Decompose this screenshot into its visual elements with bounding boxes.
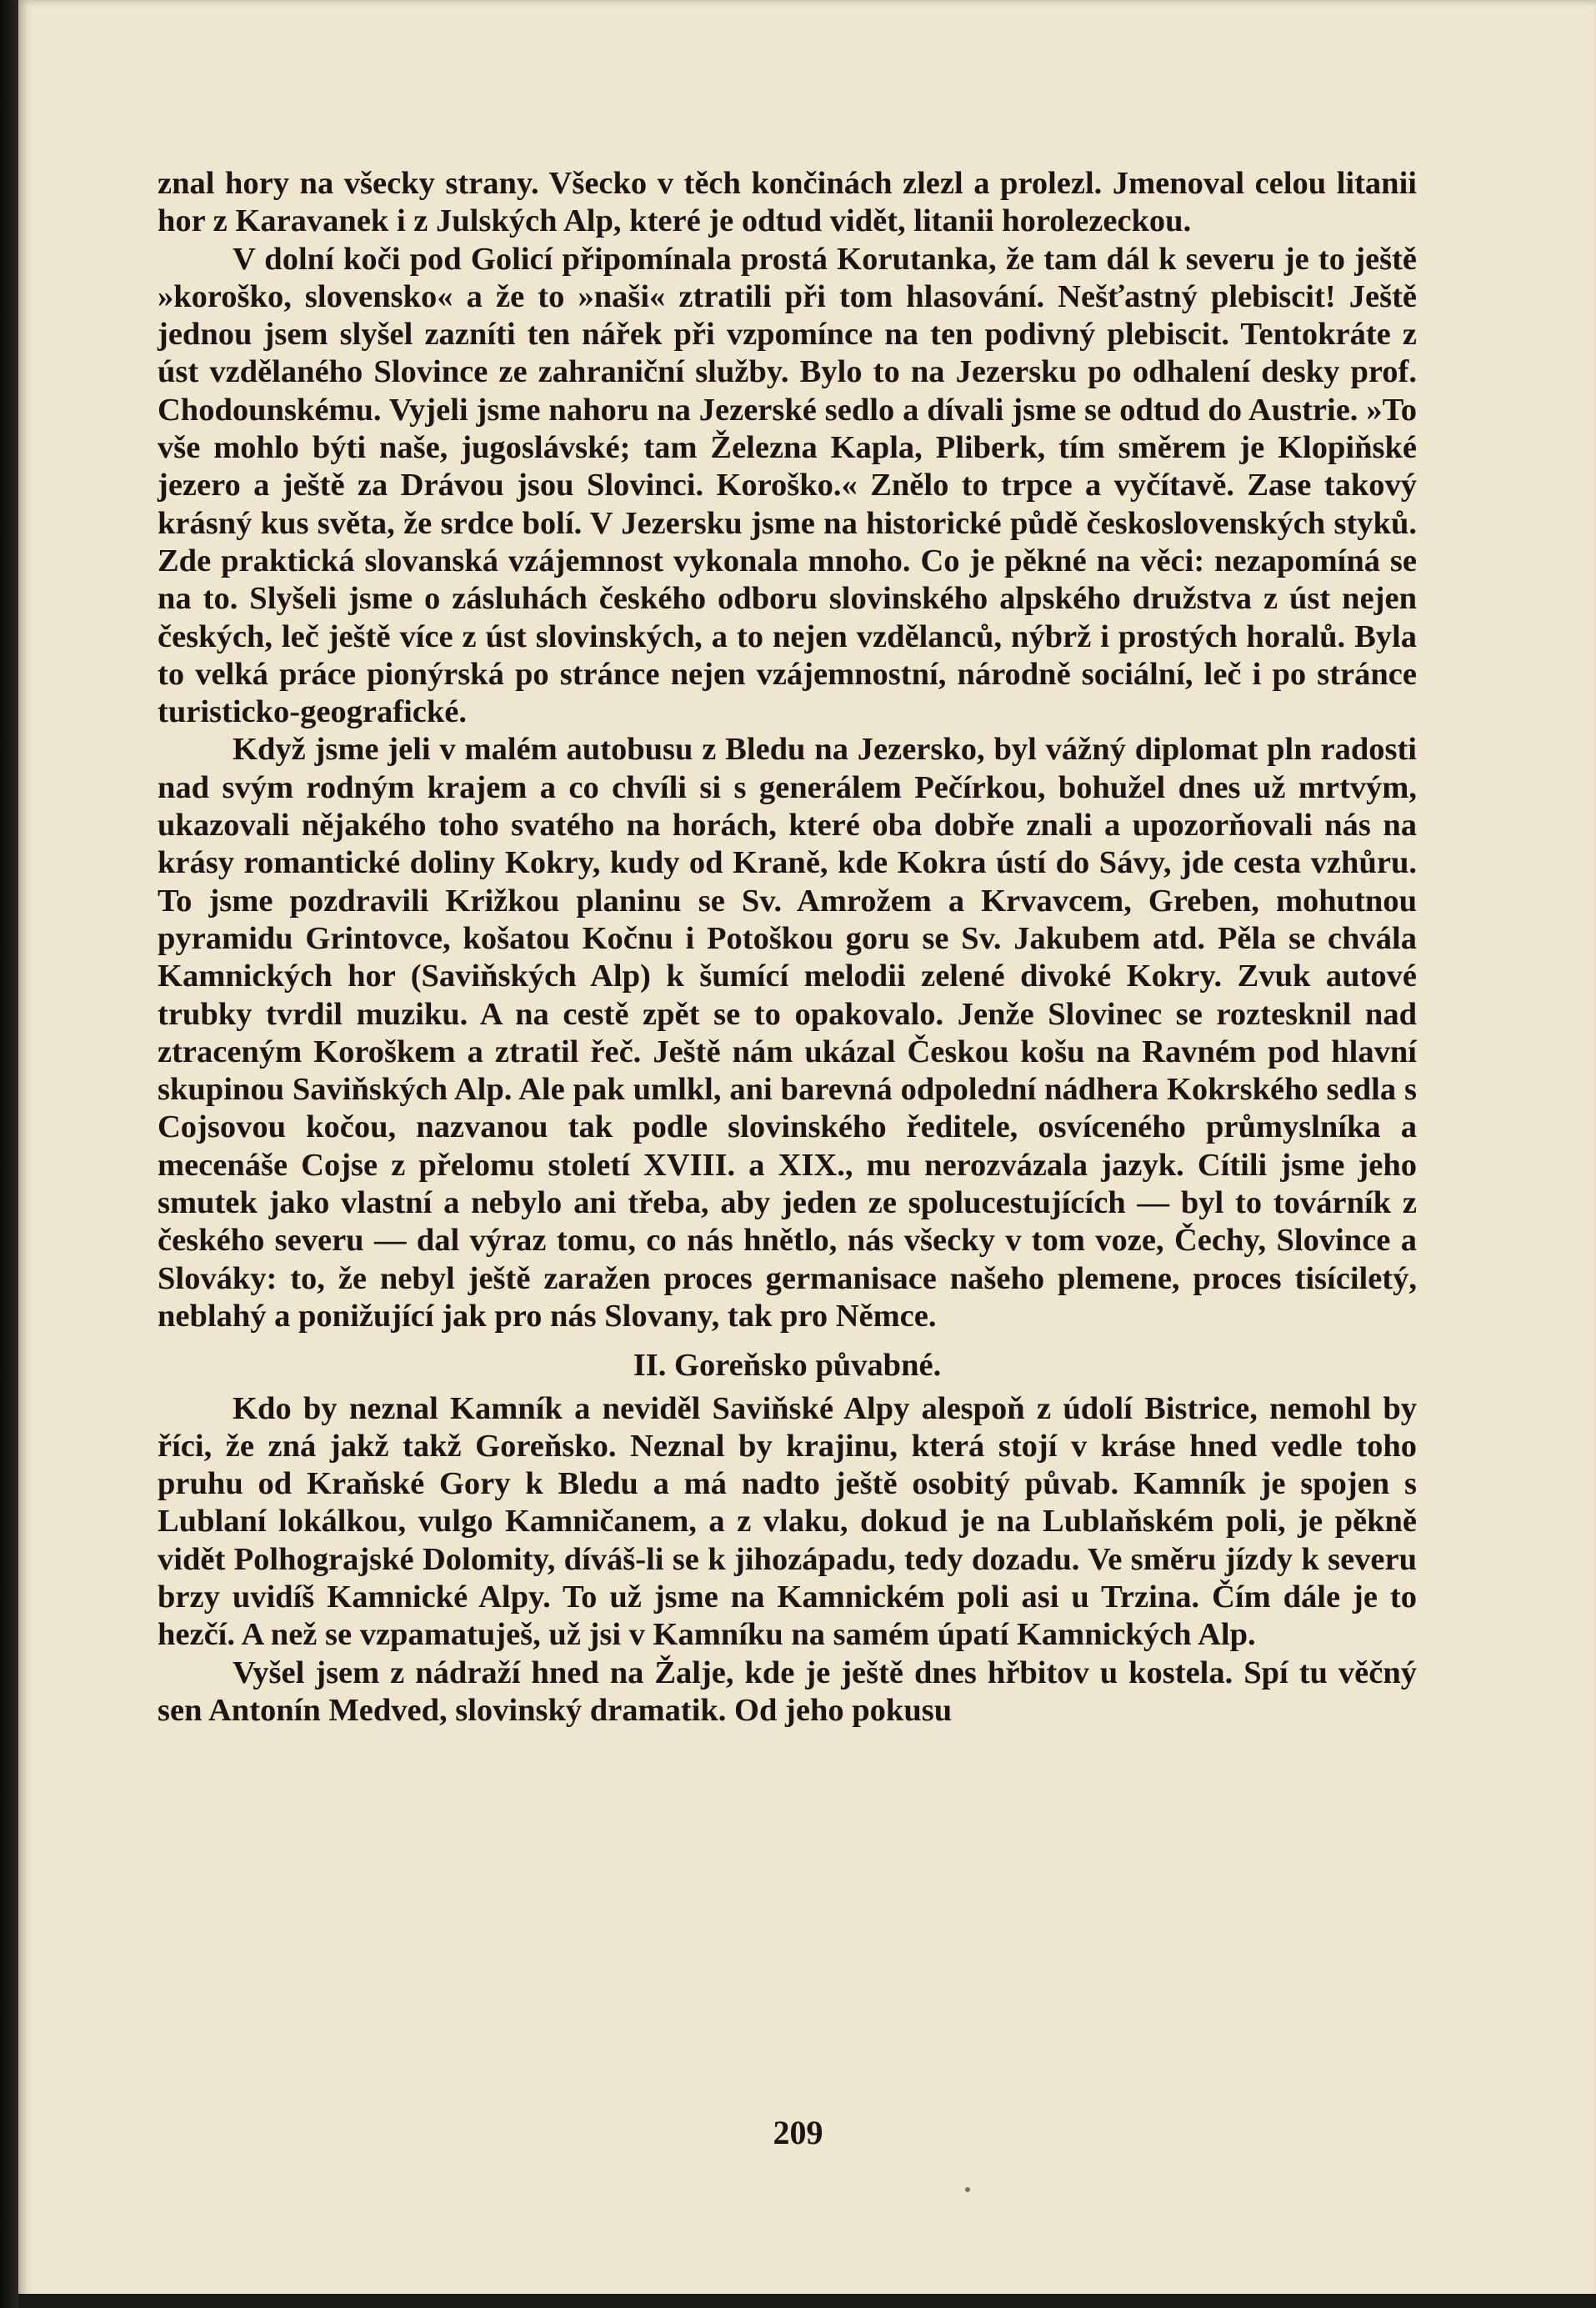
page-text: [158, 165, 1417, 1730]
section-paragraph-1: Kdo by neznal Kamník a neviděl Saviňské Alpy alespoň z údolí Bistrice, nemohl by říci, že zná jakž takž Goreňsko. Neznal by krajinu, která stojí v kráse hned vedle toho pruhu od Kraňské Gory k Bledu a má nadto ještě osobitý půvab. Kamník je spojen s Lublaní lokálkou, vulgo Kamničanem, a z vlaku, dokud je na Lublaňském poli, je pěkně vidět Polhograjské Dolomity, díváš-li se k jihozápadu, tedy dozadu. Ve směru jízdy k severu brzy uvidíš Kamnické Alpy. To už jsme na Kamnickém poli asi u Trzina. Čím dále je to hezčí. A než se vzpamatuješ, už jsi v Kamníku na samém úpatí Kamnických Alp.: [158, 1390, 1417, 1653]
paragraph-2: V dolní koči pod Golicí připomínala prostá Korutanka, že tam dál k severu je to ještě »koroško, slovensko« a že to »naši« ztratili při tom hlasování. Nešťastný plebiscit! Ještě jednou jsem slyšel zazníti ten nářek při vzpomínce na ten podivný plebiscit. Tentokráte z úst vzdělaného Slovince ze zahraniční služby. Bylo to na Jezersku po odhalení desky prof. Chodounskému. Vyjeli jsme nahoru na Jezerské sedlo a dívali jsme se odtud do Austrie. »To vše mohlo býti naše, jugoslávské; tam Železna Kapla, Pliberk, tím směrem je Klopiňské jezero a ještě za Drávou jsou Slovinci. Koroško.« Znělo to trpce a vyčítavě. Zase takový krásný kus světa, že srdce bolí. V Jezersku jsme na historické půdě československých styků. Zde praktická slovanská vzájemnost vykonala mnoho. Co je pěkné na věci: nezapomíná se na to. Slyšeli jsme o zásluhách českého odboru slovinského alpského družstva z úst nejen českých, leč ještě více z úst slovinských, a to nejen vzdělanců, nýbrž i prostých horalů. Byla to velká práce pionýrská po stránce nejen vzájemnostní, národně sociální, leč i po stránce turisticko-geografické.: [158, 241, 1417, 730]
scan-bottom-edge: [18, 2294, 1596, 2308]
section-heading: II. Goreňsko půvabné.: [633, 1348, 942, 1384]
page-number: 209: [773, 2114, 823, 2151]
section-paragraph-2: Vyšel jsem z nádraží hned na Žalje, kde je ještě dnes hřbitov u kostela. Spí tu věčný sen Antonín Medved, slovinský dramatik. Od jeho pokusu: [158, 1655, 1417, 1728]
paper-speck: [965, 2187, 970, 2192]
paragraph-3: Když jsme jeli v malém autobusu z Bledu na Jezersko, byl vážný diplomat pln radosti nad svým rodným krajem a co chvíli si s generálem Pečírkou, bohužel dnes už mrtvým, ukazovali nějakého toho svatého na horách, které oba dobře znali a upozorňovali nás na krásy romantické doliny Kokry, kudy od Kraně, kde Kokra ústí do Sávy, jde cesta vzhůru. To jsme pozdravili Križkou planinu se Sv. Amrožem a Krvavcem, Greben, mohutnou pyramidu Grintovce, košatou Kočnu i Potoškou goru se Sv. Jakubem atd. Pěla se chvála Kamnických hor (Saviňských Alp) k šumící melodii zelené divoké Kokry. Zvuk autové trubky tvrdil muziku. A na cestě zpět se to opakovalo. Jenže Slovinec se roztesknil nad ztraceným Koroškem a ztratil řeč. Ještě nám ukázal Českou košu na Ravném pod hlavní skupinou Saviňských Alp. Ale pak umlkl, ani barevná odpolední nádhera Kokrského sedla s Cojsovou kočou, nazvanou tak podle slovinského ředitele, osvíceného průmyslníka a mecenáše Cojse z přelomu století XVIII. a XIX., mu nerozvázala jazyk. Cítili jsme jeho smutek jako vlastní a nebylo ani třeba, aby jeden ze spolucestujících — byl to továrník z českého severu — dal výraz tomu, co nás hnětlo, nás všecky v tom voze, Čechy, Slovince a Slováky: to, že nebyl ještě zaražen proces germanisace našeho plemene, proces tisíciletý, neblahý a ponižující jak pro nás Slovany, tak pro Němce.: [158, 732, 1417, 1334]
paragraph-1: znal hory na všecky strany. Všecko v těch končinách zlezl a prolezl. Jmenoval celou litanii hor z Karavanek i z Julských Alp, které je odtud vidět, litanii horolezeckou.: [158, 166, 1417, 239]
book-spine-edge: [0, 0, 18, 2308]
